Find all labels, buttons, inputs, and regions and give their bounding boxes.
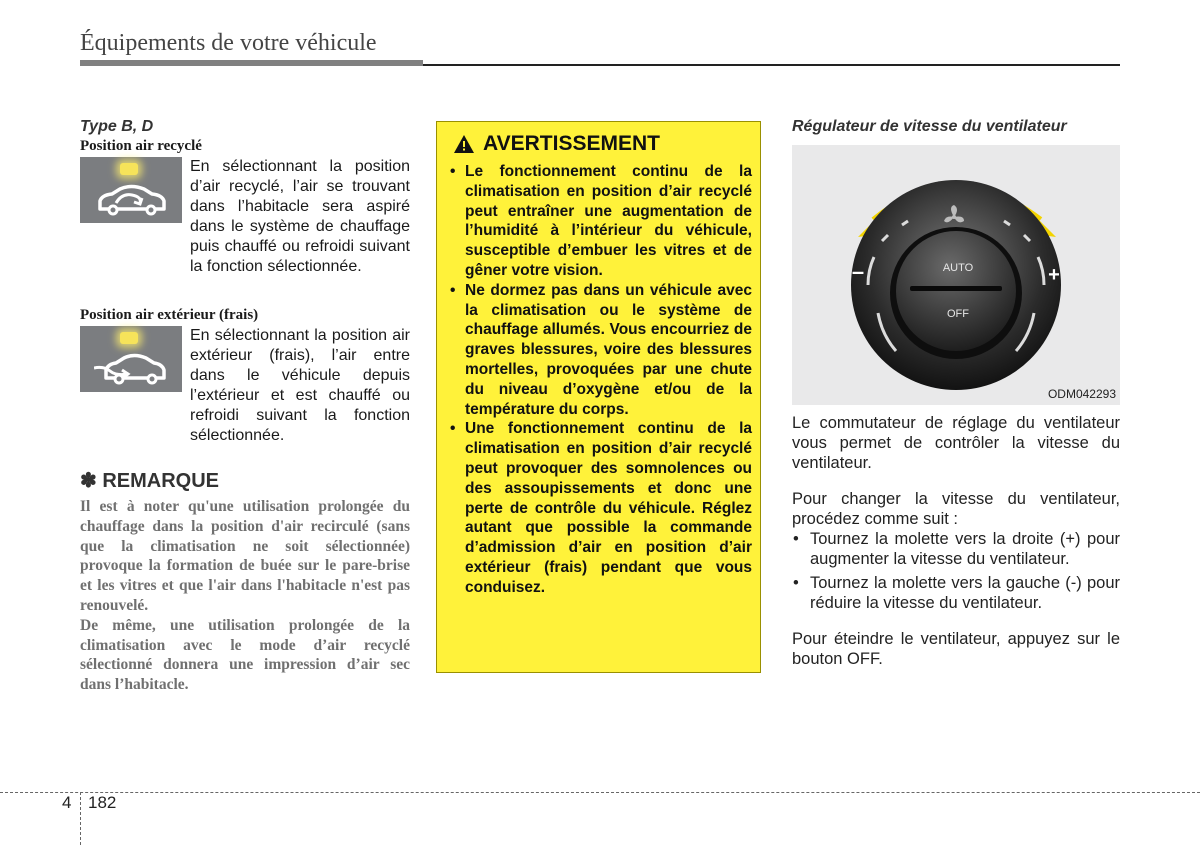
fresh-row [80, 326, 410, 446]
type-label: Type B, D [80, 118, 154, 135]
warning-triangle-icon [453, 134, 475, 154]
warning-title: AVERTISSEMENT [483, 132, 660, 155]
auto-button-label: AUTO [942, 262, 974, 274]
note-text-2: De même, une utilisation prolongée de la climatisation avec le mode d’air recyclé sélectionné donnera une impression d’air sec dans l’habitacle. [80, 616, 410, 694]
fresh-text: En sélectionnant la position air extérieur (frais), l’air entre dans le véhicule depuis l’extérieur et est chauffé ou refroidi suivant la fonction sélectionnée. [190, 327, 410, 444]
photo-caption: ODM042293 [1047, 387, 1116, 401]
fan-bullets [792, 529, 1120, 613]
footer-rule [0, 792, 1200, 793]
warning-item: • Le fonctionnement continu de la climatisation en position d’air recyclé peut entraîner une augmentation de l’humidité à l’intérieur du véhicule, susceptible d’embuer les vitres et de gêner votre vision. [449, 162, 752, 281]
indicator-led [120, 163, 138, 175]
note-text-1: Il est à noter qu'une utilisation prolongée du chauffage dans la position d'air recirculé (sans que la climatisation ne soit sélectionnée) provoque la formation de buée sur le pare-brise et les vitres et que l'air dans l'habitacle n'est pas renouvelé. [80, 498, 410, 614]
right-column [792, 118, 1120, 669]
recirc-text: En sélectionnant la position d’air recyclé, l’air se trouvant dans l’habitacle sera aspiré dans le système de chauffage puis chauffé ou refroidi suivant la fonction sélectionnée. [190, 158, 410, 275]
fan-paragraph-3: Pour éteindre le ventilateur, appuyez sur le bouton OFF. [792, 630, 1120, 668]
recirc-title: Position air recyclé [80, 138, 202, 154]
fan-knob-photo [792, 145, 1120, 405]
header-rule-thin [423, 64, 1120, 66]
note-title: ✽ REMARQUE [80, 470, 219, 492]
footer-divider [80, 792, 81, 845]
warning-box [436, 121, 761, 673]
warning-item: • Ne dormez pas dans un véhicule avec la climatisation ou le système de chauffage allumés. Vous encourriez de graves blessures, voire des blessures mortelles, provoquées par une chute du niveau d’oxygène et/ou de la température du corps. [449, 281, 752, 420]
page-header-title: Équipements de votre véhicule [80, 30, 377, 56]
plus-label: + [1048, 264, 1060, 286]
minus-label: – [851, 259, 865, 284]
recirculation-button-icon [80, 157, 182, 223]
fresh-air-button-icon [80, 326, 182, 392]
chapter-number: 4 [62, 793, 72, 812]
fan-section-title: Régulateur de vitesse du ventilateur [792, 118, 1067, 135]
warning-list [449, 162, 752, 598]
fresh-air-car-icon [94, 352, 168, 386]
warning-item: • Une fonctionnement continu de la climatisation en position d’air recyclé peut provoquer des somnolences ou des assoupissements et donc une perte de contrôle du véhicule. Réglez autant que possible la commande d’admission d’air en position d’air extérieur (frais) pendant que vous conduisez. [449, 419, 752, 597]
fan-bullet: • Tournez la molette vers la droite (+) pour augmenter la vitesse du ventilateur. [792, 529, 1120, 569]
indicator-led [120, 332, 138, 344]
left-column [80, 118, 410, 695]
recirc-row [80, 157, 410, 277]
header-rule-thick [80, 60, 423, 66]
warning-header [453, 132, 752, 156]
fresh-title: Position air extérieur (frais) [80, 307, 259, 323]
fan-paragraph-1: Le commutateur de réglage du ventilateur vous permet de contrôler la vitesse du ventilateur. [792, 414, 1120, 472]
recirculation-car-icon [94, 183, 168, 217]
fan-control-illustration [792, 145, 1120, 405]
page-number: 182 [88, 793, 117, 812]
fan-bullet: • Tournez la molette vers la gauche (-) pour réduire la vitesse du ventilateur. [792, 573, 1120, 613]
fan-paragraph-2: Pour changer la vitesse du ventilateur, procédez comme suit : [792, 490, 1120, 528]
off-button-label: OFF [947, 308, 969, 320]
